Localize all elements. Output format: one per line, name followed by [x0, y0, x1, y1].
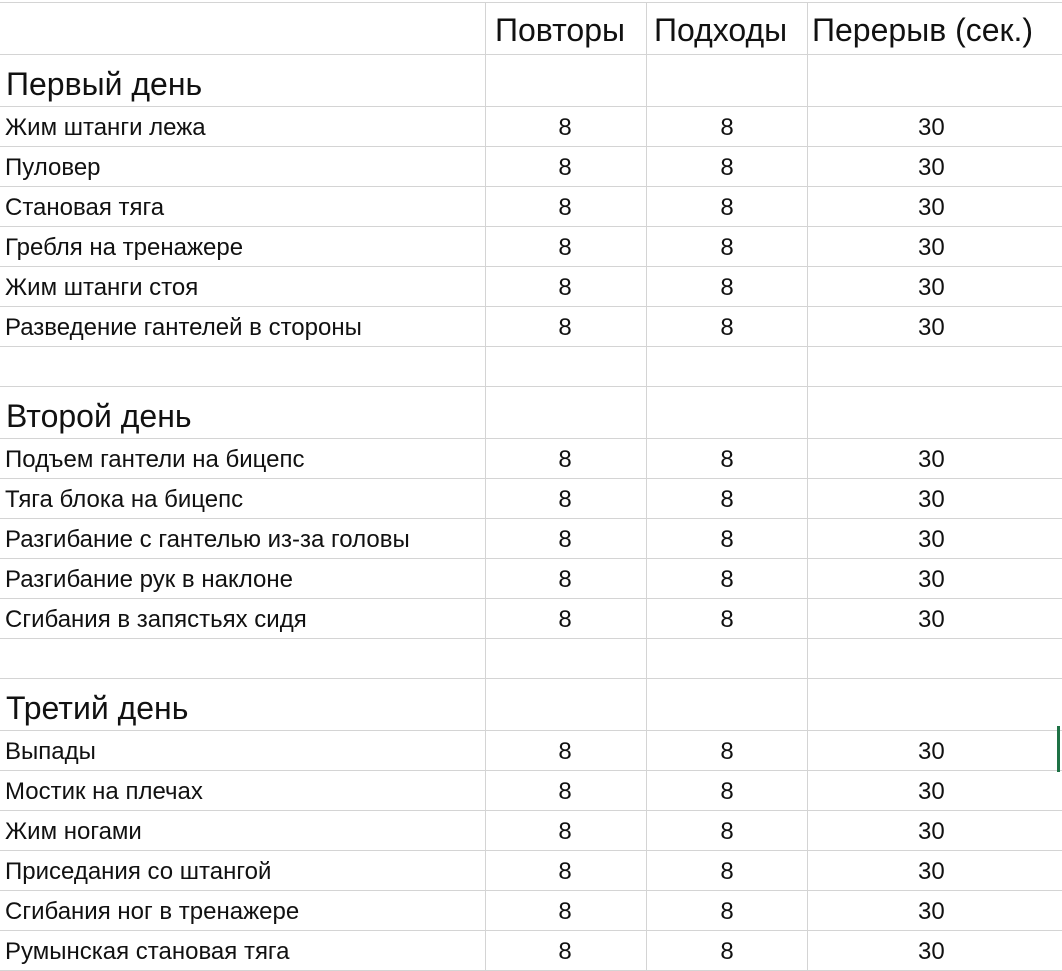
- table-row: [0, 731, 1062, 771]
- sets-cell[interactable]: 8: [647, 519, 808, 558]
- table-row: [0, 227, 1062, 267]
- empty-cell[interactable]: [808, 347, 1062, 386]
- empty-cell[interactable]: [808, 639, 1062, 678]
- exercise-name-cell[interactable]: Разгибание с гантелью из-за головы: [0, 519, 486, 558]
- header-cell-sets[interactable]: Подходы: [647, 3, 808, 54]
- rest-cell[interactable]: 30: [918, 606, 945, 633]
- sets-cell[interactable]: 8: [647, 731, 808, 770]
- exercise-name-cell[interactable]: Жим ногами: [0, 811, 486, 850]
- table-row: [0, 931, 1062, 971]
- exercise-name-cell[interactable]: Пуловер: [0, 147, 486, 186]
- exercise-name-cell[interactable]: Мостик на плечах: [0, 771, 486, 810]
- exercise-name-cell[interactable]: Сгибания ног в тренажере: [0, 891, 486, 930]
- spreadsheet-grid: [0, 2, 1062, 971]
- header-cell-empty[interactable]: [0, 3, 486, 54]
- rest-cell[interactable]: 30: [918, 778, 945, 805]
- reps-cell[interactable]: 8: [486, 851, 647, 890]
- empty-cell[interactable]: [0, 347, 486, 386]
- rest-cell[interactable]: 30: [918, 898, 945, 925]
- empty-cell[interactable]: [808, 387, 1062, 438]
- rest-cell[interactable]: 30: [918, 194, 945, 221]
- table-row: [0, 479, 1062, 519]
- blank-row: [0, 347, 1062, 387]
- reps-cell[interactable]: 8: [486, 439, 647, 478]
- reps-cell[interactable]: 8: [486, 307, 647, 346]
- reps-cell[interactable]: 8: [486, 147, 647, 186]
- empty-cell[interactable]: [808, 55, 1062, 106]
- empty-cell[interactable]: [647, 55, 808, 106]
- exercise-name-cell[interactable]: Приседания со штангой: [0, 851, 486, 890]
- reps-cell[interactable]: 8: [486, 107, 647, 146]
- reps-cell[interactable]: 8: [486, 519, 647, 558]
- table-row: [0, 267, 1062, 307]
- exercise-name-cell[interactable]: Тяга блока на бицепс: [0, 479, 486, 518]
- table-row: [0, 811, 1062, 851]
- blank-row: [0, 639, 1062, 679]
- reps-cell[interactable]: 8: [486, 479, 647, 518]
- rest-cell[interactable]: 30: [918, 938, 945, 965]
- rest-cell[interactable]: 30: [918, 858, 945, 885]
- reps-cell[interactable]: 8: [486, 559, 647, 598]
- sets-cell[interactable]: 8: [647, 851, 808, 890]
- section-title[interactable]: Второй день: [0, 387, 486, 438]
- exercise-name-cell[interactable]: Подъем гантели на бицепс: [0, 439, 486, 478]
- empty-cell[interactable]: [486, 387, 647, 438]
- reps-cell[interactable]: 8: [486, 931, 647, 970]
- table-row: [0, 891, 1062, 931]
- sets-cell[interactable]: 8: [647, 559, 808, 598]
- reps-cell[interactable]: 8: [486, 599, 647, 638]
- table-row: [0, 851, 1062, 891]
- section-title[interactable]: Первый день: [0, 55, 486, 106]
- table-row: [0, 519, 1062, 559]
- empty-cell[interactable]: [647, 347, 808, 386]
- empty-cell[interactable]: [647, 387, 808, 438]
- exercise-name-cell[interactable]: Выпады: [0, 731, 486, 770]
- empty-cell[interactable]: [808, 679, 1062, 730]
- empty-cell[interactable]: [486, 639, 647, 678]
- rest-cell[interactable]: 30: [918, 566, 945, 593]
- reps-cell[interactable]: 8: [486, 811, 647, 850]
- exercise-name-cell[interactable]: Становая тяга: [0, 187, 486, 226]
- reps-cell[interactable]: 8: [486, 731, 647, 770]
- rest-cell[interactable]: 30: [918, 234, 945, 261]
- sets-cell[interactable]: 8: [647, 931, 808, 970]
- rest-cell[interactable]: 30: [918, 154, 945, 181]
- header-cell-rest[interactable]: Перерыв (сек.): [812, 12, 1034, 48]
- empty-cell[interactable]: [486, 347, 647, 386]
- rest-cell[interactable]: 30: [918, 446, 945, 473]
- rest-cell[interactable]: 30: [918, 274, 945, 301]
- section-header-row: [0, 55, 1062, 107]
- sets-cell[interactable]: 8: [647, 439, 808, 478]
- reps-cell[interactable]: 8: [486, 227, 647, 266]
- sets-cell[interactable]: 8: [647, 891, 808, 930]
- rest-cell[interactable]: 30: [918, 114, 945, 141]
- table-row: [0, 771, 1062, 811]
- reps-cell[interactable]: 8: [486, 187, 647, 226]
- reps-cell[interactable]: 8: [486, 267, 647, 306]
- table-row: [0, 599, 1062, 639]
- table-row: [0, 559, 1062, 599]
- rest-cell[interactable]: 30: [918, 526, 945, 553]
- rest-cell[interactable]: 30: [918, 314, 945, 341]
- rest-cell[interactable]: 30: [918, 818, 945, 845]
- table-row: [0, 439, 1062, 479]
- selection-edge-indicator: [1057, 726, 1060, 772]
- table-row: [0, 187, 1062, 227]
- sets-cell[interactable]: 8: [647, 187, 808, 226]
- header-row: [0, 3, 1062, 55]
- section-header-row: [0, 387, 1062, 439]
- sets-cell[interactable]: 8: [647, 227, 808, 266]
- sets-cell[interactable]: 8: [647, 267, 808, 306]
- empty-cell[interactable]: [0, 639, 486, 678]
- sets-cell[interactable]: 8: [647, 307, 808, 346]
- rest-cell[interactable]: 30: [918, 486, 945, 513]
- exercise-name-cell[interactable]: Разведение гантелей в стороны: [0, 307, 486, 346]
- sets-cell[interactable]: 8: [647, 771, 808, 810]
- reps-cell[interactable]: 8: [486, 891, 647, 930]
- rest-cell[interactable]: 30: [918, 738, 945, 765]
- empty-cell[interactable]: [486, 55, 647, 106]
- sheet-body: [0, 55, 1062, 971]
- empty-cell[interactable]: [647, 639, 808, 678]
- empty-cell[interactable]: [647, 679, 808, 730]
- sets-cell[interactable]: 8: [647, 107, 808, 146]
- section-title[interactable]: Третий день: [0, 679, 486, 730]
- sets-cell[interactable]: 8: [647, 147, 808, 186]
- exercise-name-cell[interactable]: Румынская становая тяга: [0, 931, 486, 970]
- reps-cell[interactable]: 8: [486, 771, 647, 810]
- header-cell-reps[interactable]: Повторы: [486, 3, 647, 54]
- exercise-name-cell[interactable]: Гребля на тренажере: [0, 227, 486, 266]
- table-row: [0, 147, 1062, 187]
- empty-cell[interactable]: [486, 679, 647, 730]
- exercise-name-cell[interactable]: Разгибание рук в наклоне: [0, 559, 486, 598]
- sets-cell[interactable]: 8: [647, 599, 808, 638]
- table-row: [0, 107, 1062, 147]
- exercise-name-cell[interactable]: Сгибания в запястьях сидя: [0, 599, 486, 638]
- exercise-name-cell[interactable]: Жим штанги стоя: [0, 267, 486, 306]
- table-row: [0, 307, 1062, 347]
- sets-cell[interactable]: 8: [647, 811, 808, 850]
- section-header-row: [0, 679, 1062, 731]
- sets-cell[interactable]: 8: [647, 479, 808, 518]
- exercise-name-cell[interactable]: Жим штанги лежа: [0, 107, 486, 146]
